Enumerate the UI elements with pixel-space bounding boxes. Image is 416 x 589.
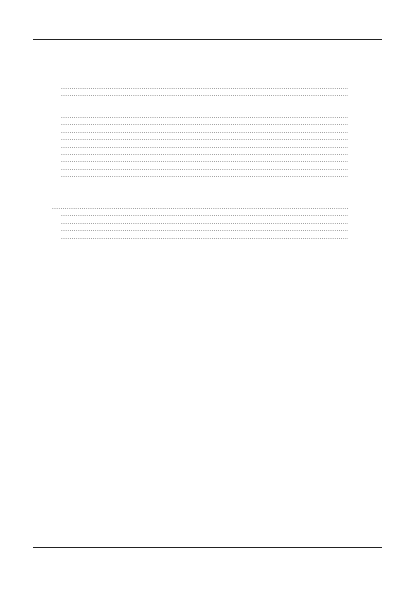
toc-entry (59, 128, 358, 135)
dot-leader (61, 234, 348, 241)
toc-entry-page (350, 150, 358, 157)
toc-entry-page (350, 120, 358, 127)
dot-leader (61, 91, 348, 98)
dot-leader (61, 165, 348, 172)
toc-entry (59, 234, 358, 241)
toc-entry (59, 165, 358, 172)
toc-entry-page (350, 157, 358, 164)
dot-leader (61, 211, 348, 218)
toc-entry (59, 219, 358, 226)
toc-entry-page (350, 172, 358, 179)
toc-entry (59, 172, 358, 179)
header-rule (33, 39, 382, 40)
toc-entry (59, 143, 358, 150)
toc-entry (59, 211, 358, 218)
dot-leader (61, 84, 348, 91)
toc-entry-page (350, 113, 358, 120)
toc-entry (59, 120, 358, 127)
toc-entry-page (350, 91, 358, 98)
toc-entry-page (350, 143, 358, 150)
toc-entry (59, 84, 358, 91)
dot-leader (61, 120, 348, 127)
toc-entry (59, 226, 358, 233)
dot-leader (61, 172, 348, 179)
subchapter-row (50, 204, 358, 211)
toc-entry-page (350, 219, 358, 226)
dot-leader (61, 135, 348, 142)
subchapter-row-page (350, 204, 358, 211)
toc-entry-page (350, 165, 358, 172)
dot-leader (61, 157, 348, 164)
toc-entry-page (350, 128, 358, 135)
toc-entry-page (350, 211, 358, 218)
toc-entry (59, 157, 358, 164)
dot-leader (61, 143, 348, 150)
dot-leader (61, 128, 348, 135)
dot-leader (61, 219, 348, 226)
dot-leader (52, 204, 348, 211)
toc-entry-page (350, 226, 358, 233)
toc-entry (59, 150, 358, 157)
dot-leader (61, 113, 348, 120)
toc-entry-page (350, 135, 358, 142)
toc-entry (59, 135, 358, 142)
toc-entry-page (350, 84, 358, 91)
footer-rule (33, 547, 382, 548)
dot-leader (61, 150, 348, 157)
dot-leader (61, 226, 348, 233)
toc-entry-page (350, 234, 358, 241)
toc-entry (59, 113, 358, 120)
toc-entry (59, 91, 358, 98)
